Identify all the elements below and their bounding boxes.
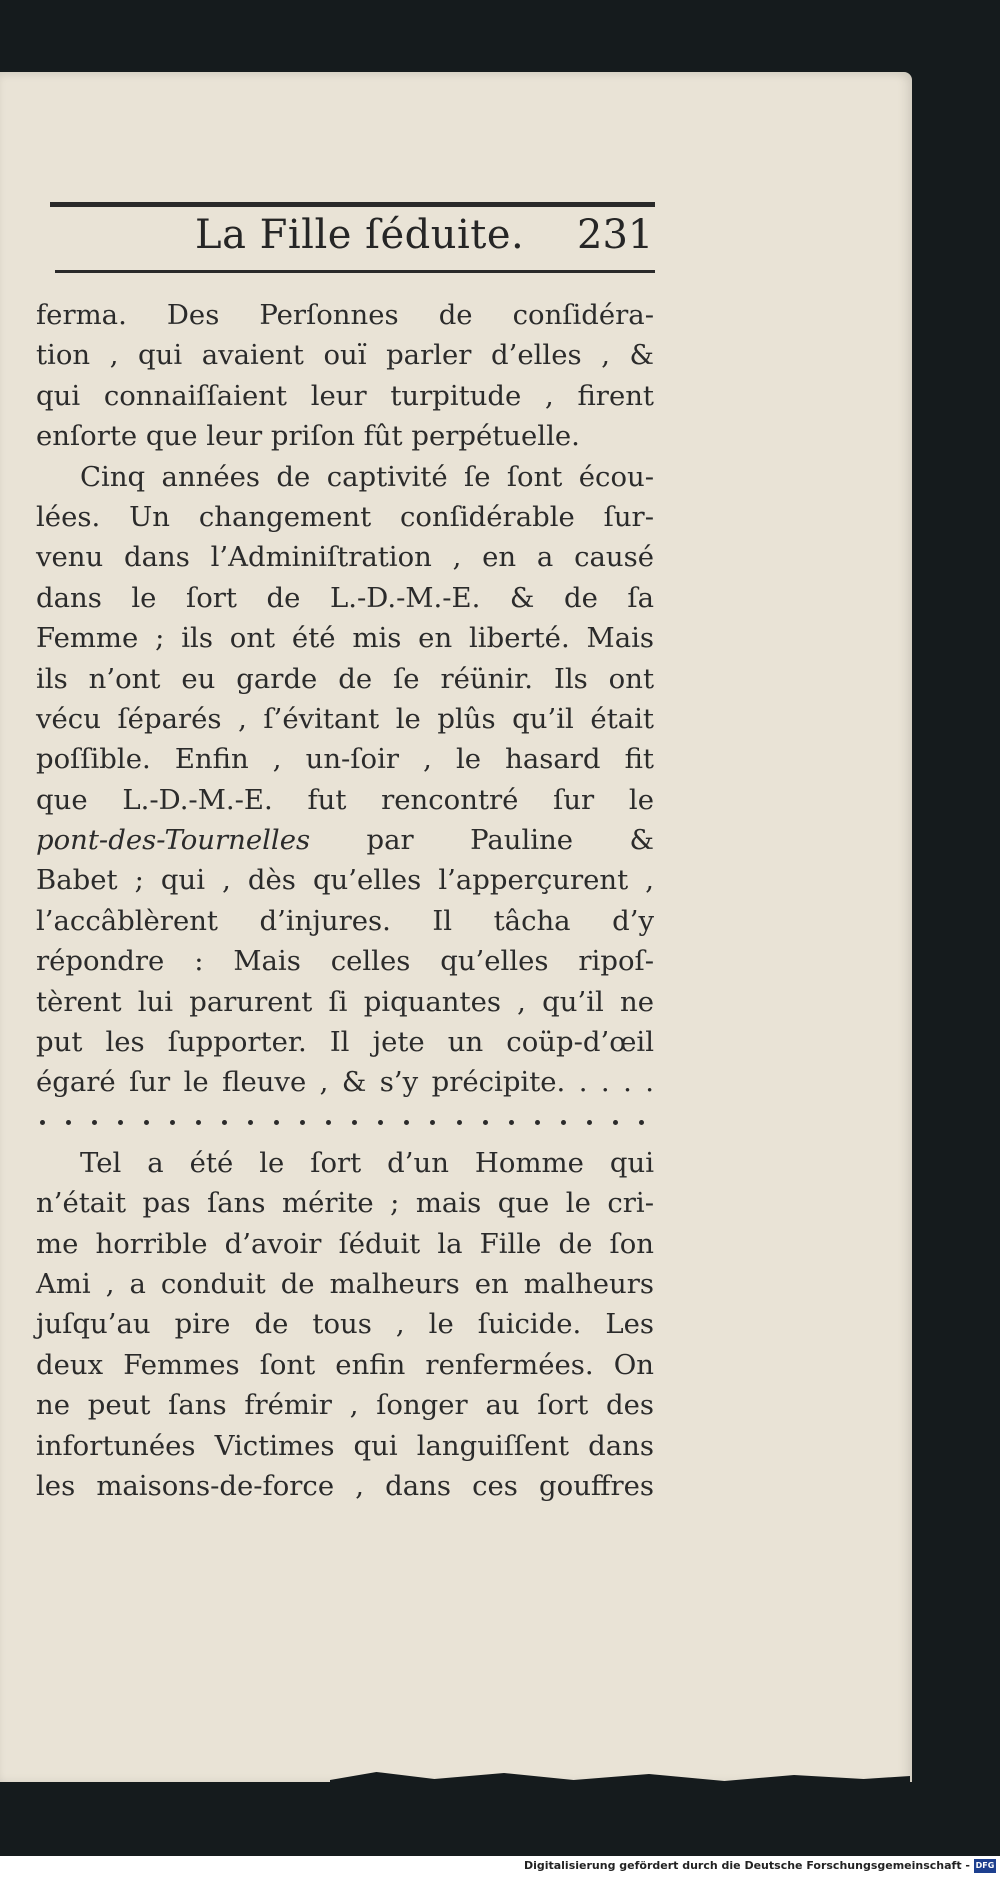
text-line: deux Femmes ſont enfin renfermées. On [36, 1348, 654, 1381]
dot [378, 1120, 383, 1125]
dfg-logo: DFG [974, 1859, 996, 1873]
text-line: enſorte que leur priſon fût perpétuelle. [36, 420, 580, 453]
page-number: 231 [577, 212, 654, 258]
digitization-footer [0, 1856, 1000, 1877]
dot [274, 1120, 279, 1125]
italic-phrase: pont-des-Tournelles [36, 824, 311, 857]
dot [457, 1120, 462, 1125]
text-line-with-italic [36, 820, 654, 860]
body-text [36, 295, 654, 1506]
header-rule-top [50, 202, 655, 207]
text-line: que L.-D.-M.-E. fut rencontré ſur le [36, 783, 654, 816]
dot [613, 1120, 618, 1125]
text-line: dans le ſort de L.-D.-M.-E. & de ſa [36, 581, 654, 614]
dot [587, 1120, 592, 1125]
dot [300, 1120, 305, 1125]
text-line: ils n’ont eu garde de ſe réünir. Ils ont [36, 662, 654, 695]
dot [66, 1120, 71, 1125]
text-line: qui connaiſſaient leur turpitude , firent [36, 379, 654, 412]
dot [430, 1120, 435, 1125]
dot [196, 1120, 201, 1125]
dot [170, 1120, 175, 1125]
text-line: n’était pas ſans mérite ; mais que le cri- [36, 1187, 654, 1220]
text-line: l’accâblèrent d’injures. Il tâcha d’y [36, 904, 654, 937]
text-line: ne peut ſans frémir , ſonger au ſort des [36, 1389, 654, 1422]
text-line: Babet ; qui , dès qu’elles l’apperçurent , [36, 864, 654, 897]
dot [535, 1120, 540, 1125]
dot [404, 1120, 409, 1125]
dot [118, 1120, 123, 1125]
text-line: put les ſupporter. Il jete un coüp-d’œil [36, 1026, 654, 1059]
text-line: Femme ; ils ont été mis en liberté. Mais [36, 622, 654, 655]
text-line: égaré ſur le fleuve , & s’y précipite. . . . . [36, 1066, 654, 1099]
running-title: La Fille ſéduite. [195, 212, 525, 258]
dot [352, 1120, 357, 1125]
text-line-rest: par Pauline & [366, 824, 654, 857]
dot [40, 1120, 45, 1125]
text-line: répondre : Mais celles qu’elles ripoſ- [36, 945, 654, 978]
dot [561, 1120, 566, 1125]
dot [639, 1120, 644, 1125]
text-line: lées. Un changement conſidérable ſur- [36, 500, 654, 533]
dot [509, 1120, 514, 1125]
text-line: venu dans l’Adminiſtration , en a causé [36, 541, 654, 574]
dot [92, 1120, 97, 1125]
text-line: vécu ſéparés , ſ’évitant le plûs qu’il était [36, 702, 654, 735]
text-line: tèrent lui parurent ſi piquantes , qu’il ne [36, 985, 654, 1018]
funding-credit: Digitalisierung gefördert durch die Deutsche Forschungsgemeinschaft - [523, 1859, 970, 1872]
header-rule-bottom [55, 270, 655, 273]
paragraph-start-line: Tel a été le ſort d’un Homme qui [80, 1146, 654, 1179]
dot [222, 1120, 227, 1125]
text-line: poſſible. Enfin , un-ſoir , le hasard fit [36, 743, 654, 776]
dot [144, 1120, 149, 1125]
text-line: ferma. Des Perſonnes de conſidéra- [36, 299, 654, 331]
dot [326, 1120, 331, 1125]
dot [248, 1120, 253, 1125]
ellipsis-dot-row [36, 1103, 654, 1143]
text-line: Ami , a conduit de malheurs en malheurs [36, 1267, 654, 1300]
dot [483, 1120, 488, 1125]
text-line: me horrible d’avoir ſéduit la Fille de ſon [36, 1227, 654, 1260]
paragraph-start-line: Cinq années de captivité ſe ſont écou- [80, 460, 654, 493]
text-line: juſqu’au pire de tous , le ſuicide. Les [36, 1308, 654, 1341]
text-line: tion , qui avaient ouï parler d’elles , & [36, 339, 654, 372]
text-line: infortunées Victimes qui languiſſent dans [36, 1429, 654, 1462]
text-line: les maisons-de-force , dans ces gouffres [36, 1469, 654, 1502]
